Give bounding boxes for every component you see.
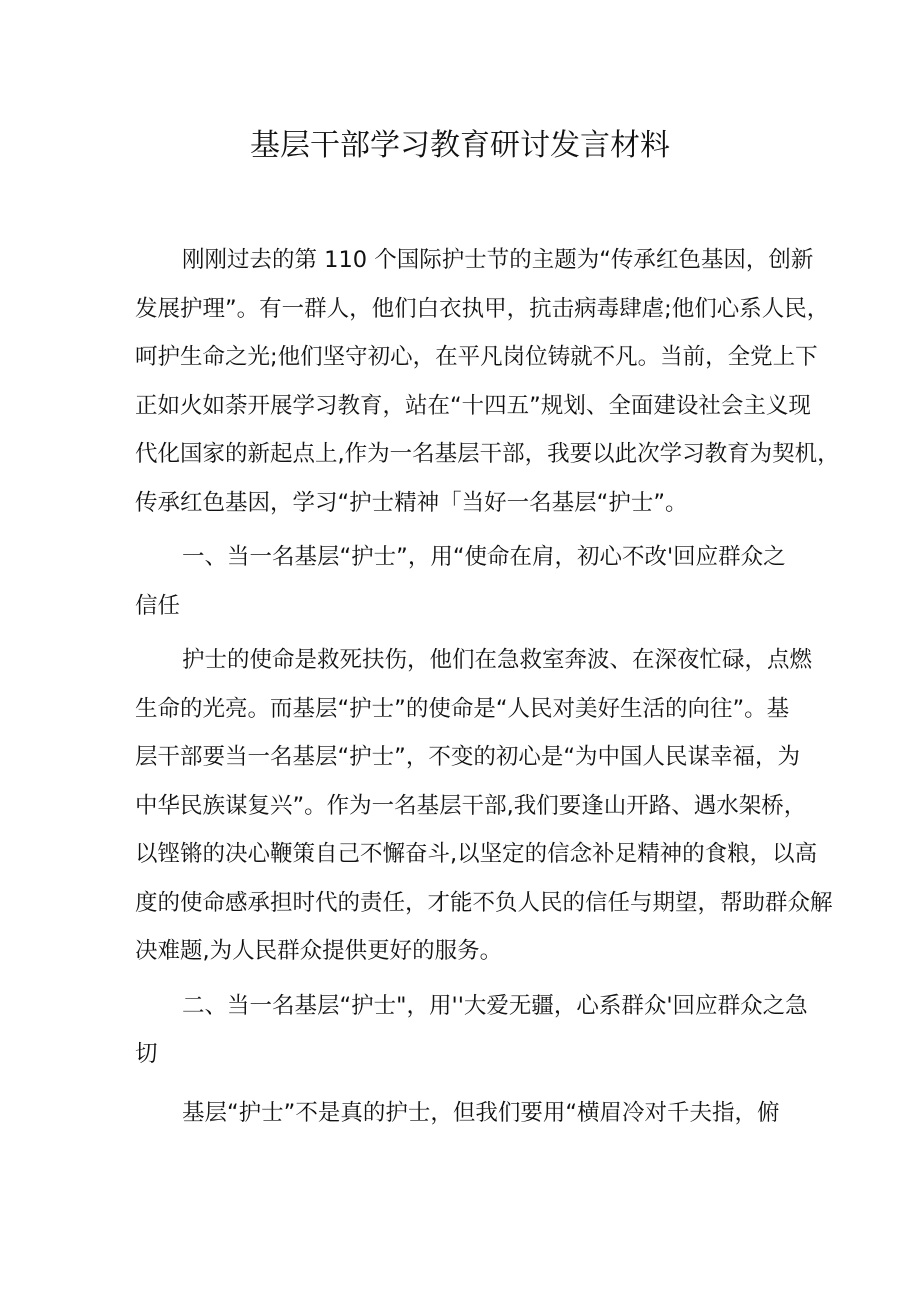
text-line: 呵护生命之光;他们坚守初心，在平凡岗位铸就不凡。当前，全党上下 (135, 344, 818, 370)
heading-line: 二、当一名基层“护士"，用''大爱无疆，心系群众'回应群众之急 (182, 992, 808, 1019)
section-heading-2 (135, 982, 815, 1079)
text-line: 度的使命感承担时代的责任，才能不负人民的信任与期望，帮助群众解 (135, 889, 833, 916)
paragraph-intro (135, 236, 840, 527)
heading-line: 一、当一名基层“护士”，用“使命在肩，初心不改'回应群众之 (182, 544, 786, 570)
text-line: 以铿锵的决心鞭策自己不懈奋斗,以坚定的信念补足精神的食粮，以高 (135, 841, 818, 867)
document-body (135, 236, 840, 1137)
paragraph-section-2 (135, 1089, 815, 1138)
text-line: 决难题,为人民群众提供更好的服务。 (135, 938, 503, 964)
text-line: 传承红色基因，学习“护士精神「当好一名基层“护士”。 (135, 489, 688, 516)
text-line: 刚刚过去的第 110 个国际护士节的主题为“传承红色基因，创新 (182, 247, 814, 273)
text-line: 发展护理”。有一群人，他们白衣执甲，抗击病毒肆虐;他们心系人民， (135, 295, 830, 322)
section-heading-1 (135, 533, 815, 630)
text-line: 层干部要当一名基层“护士”，不变的初心是“为中国人民谋幸福，为 (135, 744, 800, 770)
text-line: 代化国家的新起点上,作为一名基层干部，我要以此次学习教育为契机， (135, 441, 840, 467)
text-line: 护士的使命是救死扶伤，他们在急救室奔波、在深夜忙碌，点燃 (182, 647, 813, 673)
text-line: 生命的光亮。而基层“护士”的使命是“人民对美好生活的向往”。基 (135, 695, 790, 722)
text-line: 中华民族谋复兴”。作为一名基层干部,我们要逢山开路、遇水架桥， (135, 792, 807, 819)
document-title: 基层干部学习教育研讨发言材料 (250, 128, 670, 163)
heading-line: 信任 (135, 592, 181, 619)
heading-line: 切 (135, 1041, 158, 1067)
paragraph-section-1 (135, 636, 833, 976)
text-line: 正如火如荼开展学习教育，站在“十四五”规划、全面建设社会主义现 (135, 392, 811, 419)
text-line: 基层“护士”不是真的护士，但我们要用“横眉冷对千夫指，俯 (182, 1099, 780, 1126)
